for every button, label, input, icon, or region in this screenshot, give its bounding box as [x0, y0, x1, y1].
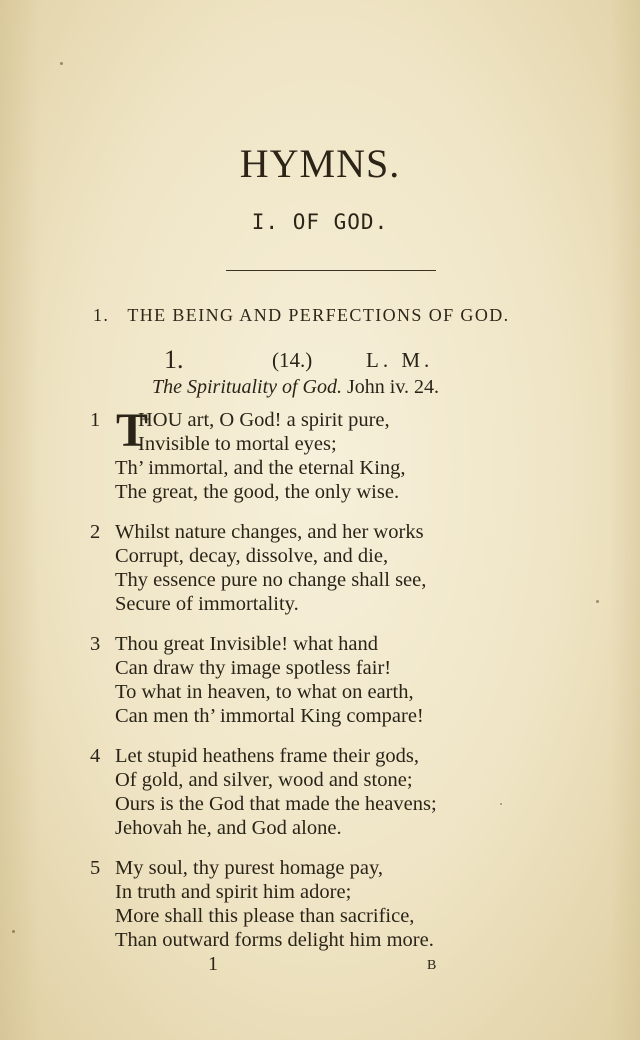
stanza-number: 3: [90, 633, 101, 655]
stanza: [90, 744, 550, 840]
verse-line: Ours is the God that made the heavens;: [115, 793, 437, 815]
verse-line: Jehovah he, and God alone.: [115, 817, 342, 839]
hymn-subtitle: [152, 376, 439, 399]
page-title: HYMNS.: [239, 141, 401, 186]
verse-line: Can draw thy image spotless fair!: [115, 657, 392, 679]
stanza-number: 2: [90, 521, 101, 543]
stanza-number: 5: [90, 857, 101, 879]
verse-line: Secure of immortality.: [115, 593, 299, 615]
verse-line: Whilst nature changes, and her works: [115, 521, 424, 543]
stanza: [90, 856, 550, 952]
subsection-number: 1.: [93, 305, 110, 325]
stanza: [90, 404, 550, 504]
paper-speck: [596, 600, 599, 603]
verse-line: To what in heaven, to what on earth,: [115, 681, 414, 703]
subsection-text: THE BEING AND PERFECTIONS OF GOD.: [127, 305, 510, 325]
hymn-number: 1.: [164, 345, 184, 374]
verse-line-text: HOU art, O God! a spirit pure,: [138, 409, 390, 431]
stanza: [90, 520, 550, 616]
drop-cap: T: [116, 404, 149, 457]
verse-line: Invisible to mortal eyes;: [138, 433, 337, 455]
divider-rule: [226, 270, 436, 271]
signature-mark: B: [427, 958, 438, 973]
verse-line: Let stupid heathens frame their gods,: [115, 745, 419, 767]
stanza: [90, 632, 550, 728]
verse-line: Corrupt, decay, dissolve, and die,: [115, 545, 389, 567]
stanza-number: 1: [90, 409, 101, 431]
verse-line: Thou great Invisible! what hand: [115, 633, 379, 655]
paper-speck: [60, 62, 63, 65]
hymn-metre: L. M.: [366, 348, 434, 372]
hymn-tune-reference: (14.): [272, 348, 313, 372]
stanza-number: 4: [90, 745, 101, 767]
verse-line: My soul, thy purest homage pay,: [115, 857, 383, 879]
verse-line: Than outward forms delight him more.: [115, 929, 434, 951]
paper-speck: [500, 803, 502, 805]
verse-line: Of gold, and silver, wood and stone;: [115, 769, 413, 791]
verse-line: The great, the good, the only wise.: [115, 481, 400, 503]
hymn-scripture-reference: John iv. 24.: [347, 376, 440, 398]
verse-line: More shall this please than sacrifice,: [115, 905, 415, 927]
page-number: 1: [208, 953, 218, 975]
verse-line: Th’ immortal, and the eternal King,: [115, 457, 406, 479]
hymn-subtitle-title: The Spirituality of God.: [152, 376, 342, 398]
section-heading: I. OF GOD.: [251, 210, 389, 234]
subsection-heading: [93, 305, 583, 326]
verse-line: Thy essence pure no change shall see,: [115, 569, 427, 591]
paper-speck: [12, 930, 15, 933]
verse-line: In truth and spirit him adore;: [115, 881, 352, 903]
verse-line: Can men th’ immortal King compare!: [115, 705, 424, 727]
